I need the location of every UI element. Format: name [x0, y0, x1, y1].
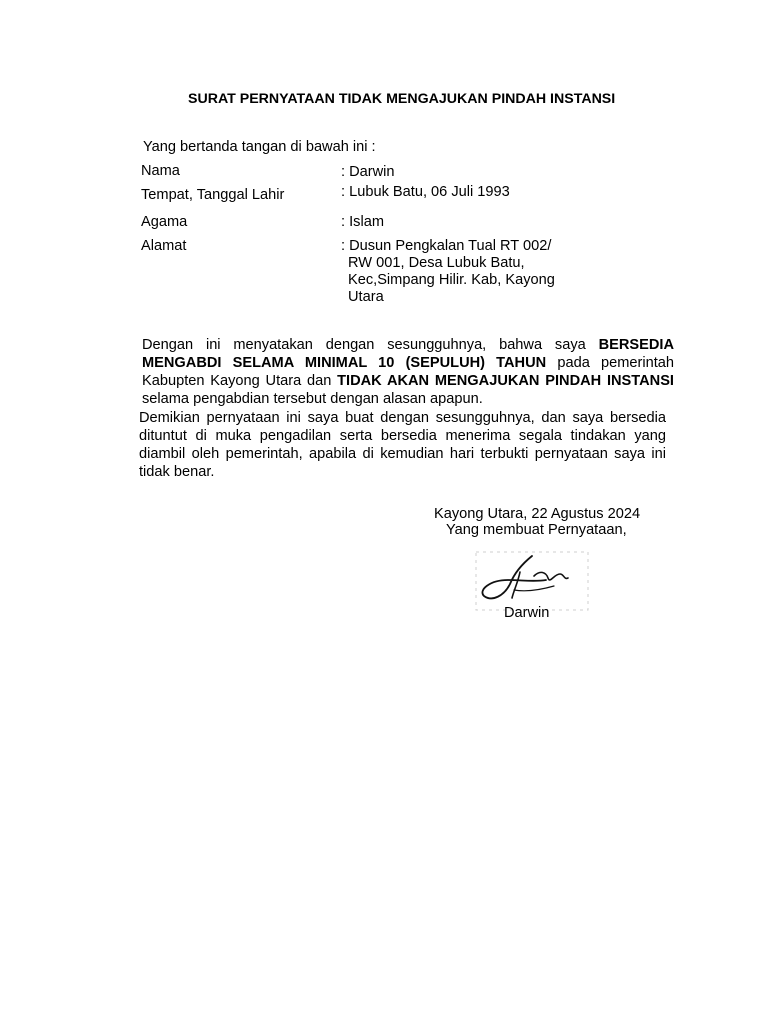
nama-value: : Darwin: [341, 164, 395, 180]
alamat-value-line3: Kec,Simpang Hilir. Kab, Kayong: [348, 272, 555, 288]
statement-paragraph: [142, 336, 674, 408]
alamat-label: Alamat: [141, 238, 187, 254]
statement-bold2: TIDAK AKAN MENGAJUKAN PINDAH INSTANSI: [337, 373, 674, 389]
intro-text: Yang bertanda tangan di bawah ini :: [143, 139, 376, 155]
alamat-value-line4: Utara: [348, 289, 384, 305]
signer-role: Yang membuat Pernyataan,: [446, 522, 627, 538]
place-date: Kayong Utara, 22 Agustus 2024: [434, 506, 641, 522]
alamat-value-line2: RW 001, Desa Lubuk Batu,: [348, 255, 525, 271]
agama-label: Agama: [141, 214, 188, 230]
ttl-value: : Lubuk Batu, 06 Juli 1993: [341, 184, 510, 200]
signer-name: Darwin: [504, 605, 550, 621]
alamat-value-line1: : Dusun Pengkalan Tual RT 002/: [341, 238, 552, 254]
statement-part1: Dengan ini menyatakan dengan sesungguhnya, bahwa saya: [142, 337, 599, 353]
nama-label: Nama: [141, 163, 180, 179]
ttl-label: Tempat, Tanggal Lahir: [141, 187, 285, 203]
document-title: SURAT PERNYATAAN TIDAK MENGAJUKAN PINDAH INSTANSI: [188, 91, 616, 107]
statement-part3: selama pengabdian tersebut dengan alasan apapun.: [142, 391, 483, 407]
agama-value: : Islam: [341, 214, 384, 230]
statement-part2: pada pemerintah Kabupten Kayong Utara dan: [142, 355, 674, 389]
signature-image: [474, 550, 590, 612]
closing-paragraph: Demikian pernyataan ini saya buat dengan sesungguhnya, dan saya bersedia dituntut di muka pengadilan serta bersedia menerima segala tindakan yang diambil oleh pemerintah, apabila di kemudian hari terbukti pernyataan saya ini tidak benar.: [139, 410, 666, 480]
statement-bold1: BERSEDIA MENGABDI SELAMA MINIMAL 10 (SEPULUH) TAHUN: [142, 337, 674, 371]
